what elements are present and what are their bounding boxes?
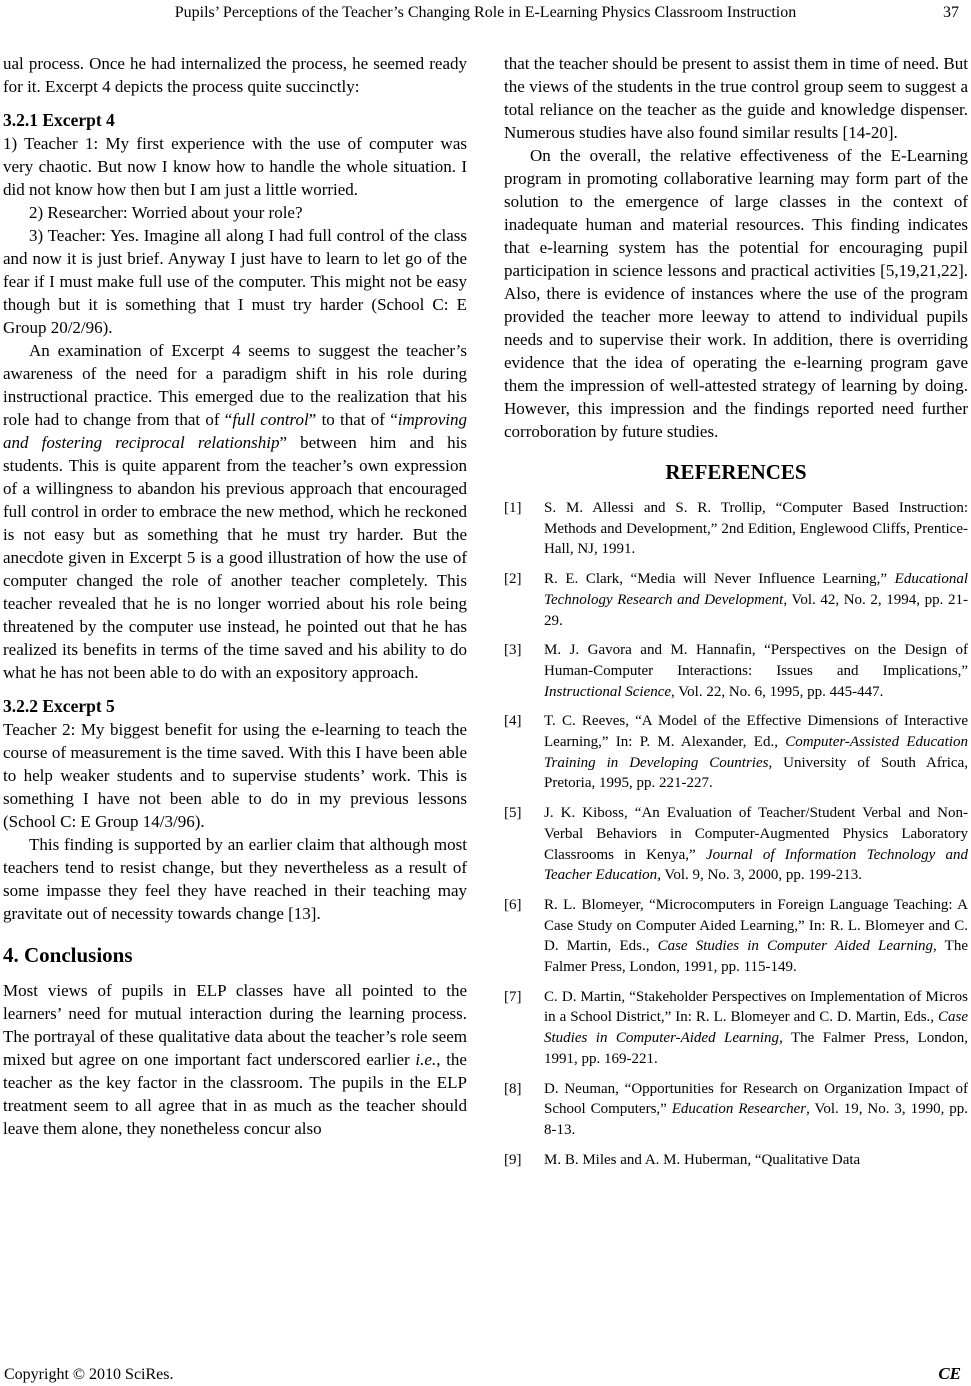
- references-heading: REFERENCES: [665, 460, 807, 484]
- page-footer: [4, 1364, 961, 1384]
- reference-label: [5]: [504, 805, 522, 822]
- continuation-paragraph-right: that the teacher should be present to assist them in time of need. But the views of the students in the true control group seem to suggest a total reliance on the teacher as the guide and knowledge dispenser. Numerous studies have also found similar results [14-20].: [504, 54, 968, 142]
- reference-item: [504, 803, 968, 886]
- excerpt5-analysis-paragraph: This finding is supported by an earlier claim that although most teachers tend to resist change, but they nevertheless as a result of some impasse they feel they have reached in their teaching may gravitate out of necessity towards change [13].: [3, 835, 467, 923]
- reference-text: S. M. Allessi and S. R. Trollip, “Computer Based Instruction: Methods and Development,” 2nd Edition, Englewood Cliffs, Prentice-Hall, NJ, 1991.: [544, 500, 968, 558]
- page-header: [0, 3, 971, 23]
- reference-item: [504, 498, 968, 560]
- right-column: [504, 52, 968, 1179]
- excerpt4-dialogue-teacher: 3) Teacher: Yes. Imagine all along I had full control of the class and now it is just brief. Anyway I just have to learn to let go of the fear if I must make full use of the computer. This might not be easy though but it is something that I must try harder (School C: E Group 20/2/96).: [3, 226, 467, 337]
- reference-item: [504, 987, 968, 1070]
- content-columns: [3, 52, 968, 1179]
- continuation-paragraph: ual process. Once he had internalized the process, he seemed ready for it. Excerpt 4 depicts the process quite succinctly:: [3, 54, 467, 96]
- reference-text: C. D. Martin, “Stakeholder Perspectives on Implementation of Micros in a School District,” In: R. L. Blomeyer and C. D. Martin, Eds., Case Studies in Computer-Aided Learning, The Falmer Press, London, 1991, pp. 169-221.: [544, 988, 969, 1067]
- reference-text: R. E. Clark, “Media will Never Influence Learning,” Educational Technology Research and Development, Vol. 42, No. 2, 1994, pp. 21-29.: [544, 571, 969, 629]
- excerpt4-dialogue-researcher: 2) Researcher: Worried about your role?: [29, 203, 303, 222]
- reference-text: D. Neuman, “Opportunities for Research on Organization Impact of School Computers,” Education Researcher, Vol. 19, No. 3, 1990, pp. 8-13.: [544, 1080, 968, 1138]
- left-column: [3, 52, 467, 1179]
- excerpt5-dialogue-teacher2: Teacher 2: My biggest benefit for using the e-learning to teach the course of measurement is the time saved. With this I have been able to help weaker students and to supervise students’ work. This is something I have not been able to do in my previous lessons (School C: E Group 14/3/96).: [3, 720, 467, 831]
- overall-effectiveness-paragraph: On the overall, the relative effectiveness of the E-Learning program in promoting collaborative learning may form part of the solution to the emergence of large classes in the context of inadequate human and material resources. This finding indicates that e-learning system has the potential for encouraging pupil participation in science lessons and practical activities [5,19,21,22]. Also, there is evidence of instances where the use of the program provided the teacher more leeway to attend to individual pupils needs and to supervise their work. In addition, there is overriding evidence that the idea of operating the e-learning program gave them the impression of well-attested strategy of learning by doing. However, this impression and the findings reported need further corroboration by future studies.: [504, 146, 968, 441]
- reference-label: [1]: [504, 500, 522, 516]
- reference-label: [7]: [504, 988, 522, 1005]
- journal-code: CE: [938, 1364, 961, 1383]
- reference-label: [3]: [504, 642, 522, 659]
- reference-text: R. L. Blomeyer, “Microcomputers in Foreign Language Teaching: A Case Study on Computer Aided Learning,” In: R. L. Blomeyer and C. D. Martin, Eds., Case Studies in Computer Aided Learning, The Falmer Press, London, 1991, pp. 115-149.: [544, 896, 968, 976]
- reference-label: [8]: [504, 1080, 522, 1097]
- reference-item: [504, 640, 968, 702]
- reference-label: [9]: [504, 1151, 522, 1168]
- reference-text: J. K. Kiboss, “An Evaluation of Teacher/Student Verbal and Non-Verbal Behaviors in Computer-Augmented Physics Laboratory Classrooms in Kenya,” Journal of Information Technology and Teacher Education, Vol. 9, No. 3, 2000, pp. 199-213.: [544, 805, 969, 884]
- page-number: 37: [943, 4, 959, 21]
- reference-text: M. B. Miles and A. M. Huberman, “Qualitative Data: [544, 1151, 861, 1168]
- reference-item: [504, 1150, 968, 1171]
- excerpt4-analysis-paragraph: An examination of Excerpt 4 seems to suggest the teacher’s awareness of the need for a paradigm shift in his role during instructional practice. This emerged due to the realization that his role had to change from that of “full control” to that of “improving and fostering reciprocal relationship” between him and his students. This is quite apparent from the teacher’s own expression of a willingness to abandon his previous approach that encouraged full control in order to embrace the new method, which he reckoned is not easy but as something that he must try harder. But the anecdote given in Excerpt 5 is a good illustration of how the use of computer changed the role of another teacher completely. This teacher revealed that he is no longer worried about his role being threatened by the computer use instead, he pointed out that he has realized its benefits in terms of the time saved and his ability to do what he has not been able to do with an expository approach.: [3, 341, 468, 682]
- section-heading-excerpt4: 3.2.1 Excerpt 4: [3, 110, 115, 130]
- excerpt4-dialogue-teacher1: 1) Teacher 1: My first experience with the use of computer was very chaotic. But now I know how to handle the whole situation. I did not know how then but I am just a little worried.: [3, 134, 467, 199]
- page-title: Pupils’ Perceptions of the Teacher’s Changing Role in E-Learning Physics Classroom Instruction: [174, 4, 797, 21]
- conclusions-paragraph: Most views of pupils in ELP classes have all pointed to the learners’ need for mutual interaction during the learning process. The portrayal of these qualitative data about the teacher’s role seem mixed but agree on one important fact underscored earlier i.e., the teacher as the key factor in the classroom. The pupils in the ELP treatment seem to all agree that in as much as the teacher should leave them alone, they nonetheless concur also: [3, 981, 467, 1138]
- reference-item: [504, 711, 968, 794]
- reference-label: [6]: [504, 896, 522, 913]
- reference-item: [504, 569, 968, 631]
- reference-label: [2]: [504, 571, 522, 588]
- reference-item: [504, 1079, 968, 1141]
- reference-text: T. C. Reeves, “A Model of the Effective Dimensions of Interactive Learning,” In: P. M. Alexander, Ed., Computer-Assisted Education Training in Developing Countries, University of South Africa, Pretoria, 1995, pp. 221-227.: [544, 713, 969, 792]
- references-list: [504, 498, 968, 1170]
- section-heading-excerpt5: 3.2.2 Excerpt 5: [3, 696, 115, 716]
- copyright-text: Copyright © 2010 SciRes.: [4, 1366, 174, 1383]
- reference-item: [504, 895, 968, 978]
- reference-label: [4]: [504, 713, 522, 730]
- section-heading-conclusions: 4. Conclusions: [3, 943, 133, 967]
- reference-text: M. J. Gavora and M. Hannafin, “Perspectives on the Design of Human-Computer Interactions: Issues and Implications,” Instructional Science, Vol. 22, No. 6, 1995, pp. 445-447.: [544, 642, 968, 700]
